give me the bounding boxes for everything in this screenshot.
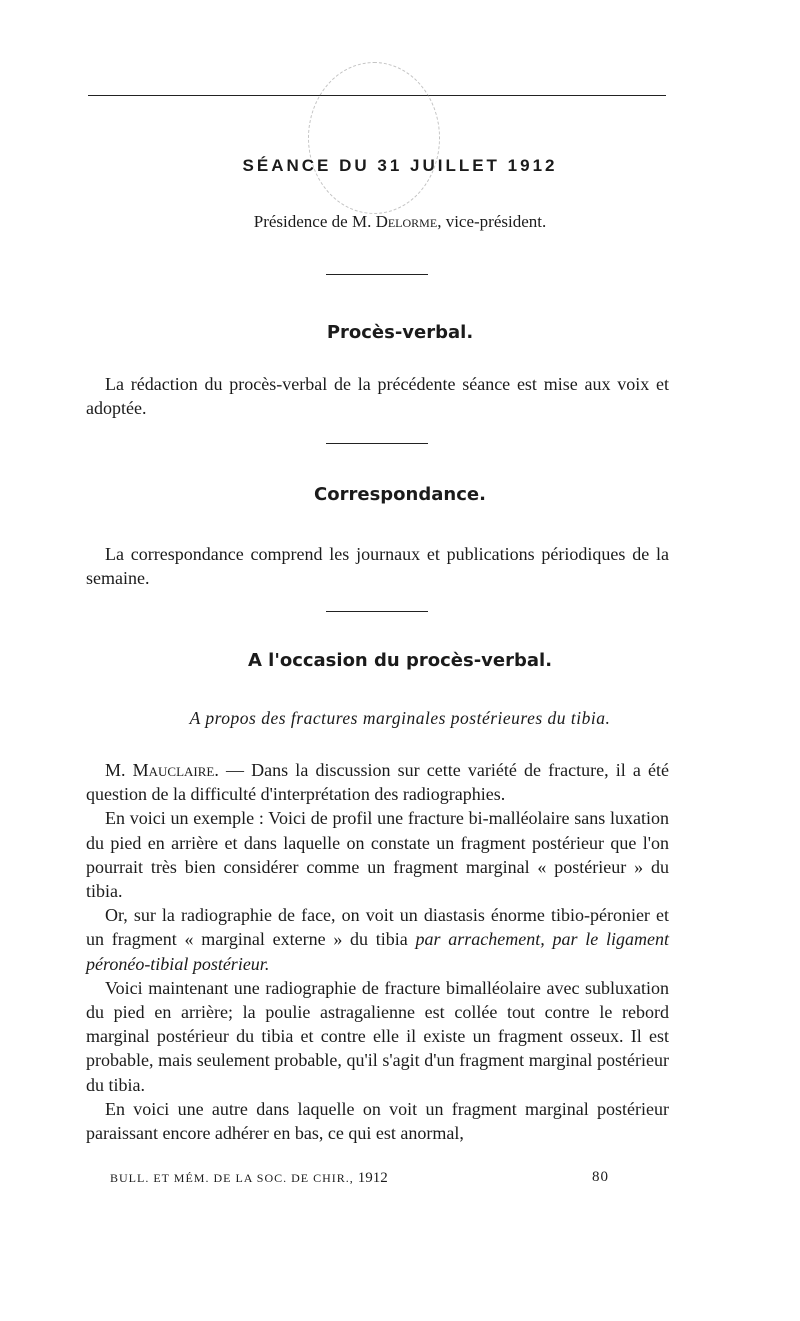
correspondance-text: La correspondance comprend les journaux et publications périodiques de la semaine. [86,544,669,589]
occasion-title: A l'occasion du procès-verbal. [247,650,553,671]
footer-journal: BULL. ET MÉM. DE LA SOC. DE CHIR., [110,1171,358,1185]
section-divider [326,611,428,612]
paragraph-2: En voici un exemple : Voici de profil une fracture bi-malléolaire sans luxation du pied en arrière et dans laquelle on constate un fragment postérieur que l'on pourrait très bien considérer comme un fragment marginal « postérieur » du tibia. [86,808,669,902]
author-name: M. Mauclaire. [105,760,219,780]
library-stamp [308,62,440,214]
section-divider [326,443,428,444]
proces-verbal-text: La rédaction du procès-verbal de la précédente séance est mise aux voix et adoptée. [86,374,669,419]
section-divider [326,274,428,275]
page-footer [110,1170,610,1187]
paragraph-3: Or, sur la radiographie de face, on voit un diastasis énorme tibio-péronier et un fragment « marginal externe » du tibia par arrachement, par le ligament péronéo-tibial postérieur. [86,905,669,974]
paragraph-4: Voici maintenant une radiographie de fracture bimalléolaire avec subluxation du pied en arrière; la poulie astragalienne est collée tout contre le rebord marginal postérieur du tibia et contre elle il existe un fragment osseux. Il est probable, mais seulement probable, qu'il s'agit d'un fragment marginal postérieur du tibia. [86,977,669,1095]
paragraph-5: En voici une autre dans laquelle on voit un fragment marginal postérieur paraissant encore adhérer en bas, ce qui est anormal, [86,1098,669,1144]
presidence-line [0,212,800,232]
presidence-suffix: , vice-président. [437,212,547,231]
presidence-prefix: Présidence de M. [253,212,376,231]
mauclaire-text [86,758,669,1145]
correspondance-title: Correspondance. [314,484,486,505]
footer-year: 1912 [357,1170,388,1186]
proces-verbal-title: Procès-verbal. [326,322,474,343]
paragraph-1: M. Mauclaire. — Dans la discussion sur cette variété de fracture, il a été question de la difficulté d'interprétation des radiographies. [86,760,669,805]
seance-title: SÉANCE DU 31 JUILLET 1912 [242,156,558,175]
occasion-subtitle: A propos des fractures marginales postérieures du tibia. [189,708,611,728]
page-number: 80 [592,1169,609,1185]
president-name: Delorme [375,212,438,231]
